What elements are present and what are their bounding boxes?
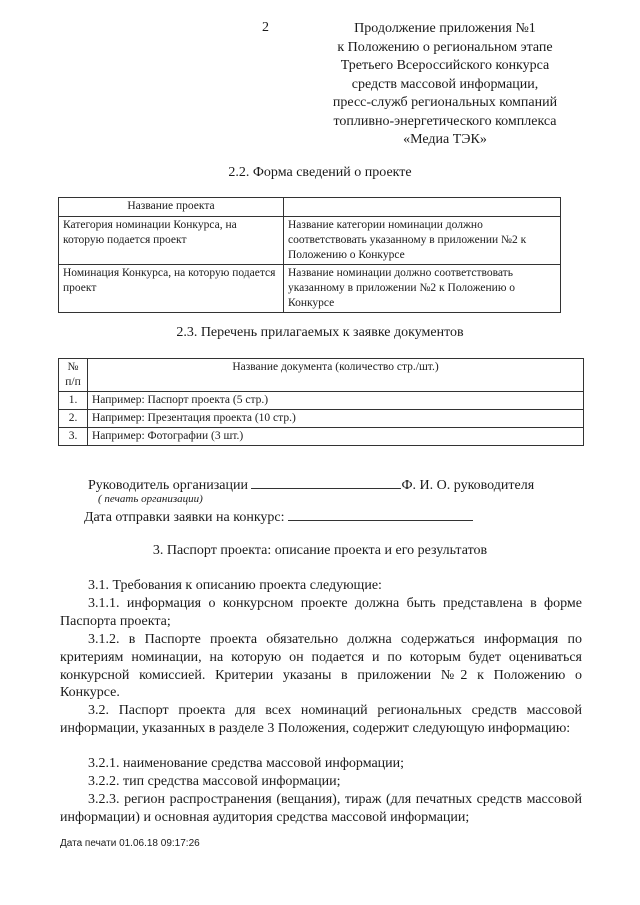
paragraph: 3.1.1. информация о конкурсном проекте должна быть представлена в форме Паспорта проекта; <box>60 596 582 629</box>
table-row <box>59 217 561 265</box>
table-header-cell: Название документа (количество стр./шт.) <box>88 359 584 392</box>
section-23-title: 2.3. Перечень прилагаемых к заявке документов <box>176 325 464 340</box>
table-cell: Например: Презентация проекта (10 стр.) <box>88 410 584 428</box>
signature-blank <box>251 476 401 489</box>
documents-table <box>58 358 584 446</box>
section-22-title: 2.2. Форма сведений о проекте <box>228 165 412 180</box>
table-row <box>59 428 584 446</box>
print-date-footer: Дата печати 01.06.18 09:17:26 <box>60 838 200 849</box>
page-number: 2 <box>262 20 269 35</box>
project-info-table <box>58 197 561 313</box>
paragraph: 3.2. Паспорт проекта для всех номинаций региональных средств массовой информации, указанных в разделе 3 Положения, содержит следующую информацию: <box>60 703 582 736</box>
table-cell: Например: Паспорт проекта (5 стр.) <box>88 392 584 410</box>
head-label: Руководитель организации <box>88 478 248 493</box>
table-row <box>59 198 561 217</box>
header-line: пресс-служб региональных компаний <box>332 95 558 110</box>
stamp-note: ( печать организации) <box>98 493 203 505</box>
paragraph: 3.2.1. наименование средства массовой информации; <box>88 756 405 771</box>
table-header-cell: № п/п <box>59 359 88 392</box>
table-cell: 3. <box>59 428 88 446</box>
table-cell: Категория номинации Конкурса, на которую подается проект <box>59 217 284 265</box>
table-row <box>59 265 561 313</box>
table-cell: 2. <box>59 410 88 428</box>
table-cell: Например: Фотографии (3 шт.) <box>88 428 584 446</box>
table-row <box>59 392 584 410</box>
header-line: топливно-энергетического комплекса <box>333 113 557 129</box>
paragraph: 3.1.2. в Паспорте проекта обязательно должна содержаться информация по критериям номинации, на которую он подается и по которым будет оцениваться конкурсной комиссией. Критерии указаны в приложении №2 к Положению о Конкурсе. <box>60 632 582 701</box>
section-3-title: 3. Паспорт проекта: описание проекта и его результатов <box>152 543 488 558</box>
table-cell <box>284 198 561 217</box>
header-line: «Медиа ТЭК» <box>403 132 487 147</box>
date-label: Дата отправки заявки на конкурс: <box>84 510 285 525</box>
paragraph: 3.2.2. тип средства массовой информации; <box>88 774 341 789</box>
table-cell: Номинация Конкурса, на которую подается проект <box>59 265 284 313</box>
header-line: к Положению о региональном этапе <box>337 39 553 55</box>
date-line <box>84 508 473 526</box>
table-cell: Название проекта <box>59 198 284 217</box>
head-name: Ф. И. О. руководителя <box>401 478 535 493</box>
appendix-header <box>300 20 590 150</box>
table-row <box>59 359 584 392</box>
table-cell: Название категории номинации должно соответствовать указанному в приложении №2 к Положению о Конкурсе <box>284 217 561 265</box>
paragraph: 3.1. Требования к описанию проекта следующие: <box>88 578 382 593</box>
table-row <box>59 410 584 428</box>
table-cell: Название номинации должно соответствовать указанному в приложении №2 к Положению о Конкурсе <box>284 265 561 313</box>
header-line: Продолжение приложения №1 <box>354 21 536 36</box>
header-line: Третьего Всероссийского конкурса <box>340 58 550 73</box>
paragraph: 3.2.3. регион распространения (вещания), тираж (для печатных средств массовой информации) и основная аудитория средства массовой информации; <box>60 792 582 825</box>
signature-line <box>88 476 534 494</box>
table-cell: 1. <box>59 392 88 410</box>
date-blank <box>288 508 473 521</box>
header-line: средств массовой информации, <box>351 76 539 92</box>
